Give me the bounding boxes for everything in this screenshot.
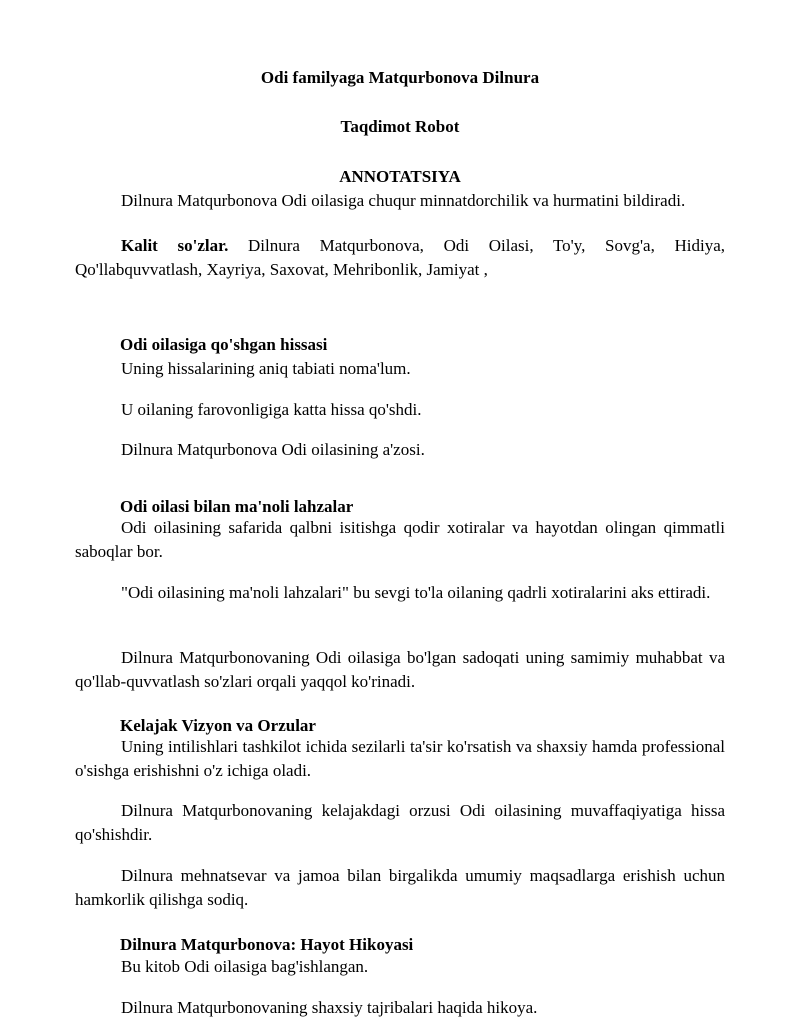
section-paragraph: Uning intilishlari tashkilot ichida sezilarli ta'sir ko'rsatish va shaxsiy hamda professional o'sishga erishishni o'z ichiga oladi.: [75, 737, 725, 780]
section-paragraph: Dilnura Matqurbonovaning kelajakdagi orzusi Odi oilasining muvaffaqiyatiga hissa qo'shishdir.: [75, 801, 725, 844]
section-paragraph: Uning hissalarining aniq tabiati noma'lum.: [121, 359, 411, 378]
section-heading: Kelajak Vizyon va Orzular: [120, 716, 316, 735]
section-paragraph: "Odi oilasining ma'noli lahzalari" bu sevgi to'la oilaning qadrli xotiralarini aks ettiradi.: [121, 583, 711, 602]
section-heading: Odi oilasi bilan ma'noli lahzalar: [120, 497, 354, 516]
section-paragraph: U oilaning farovonligiga katta hissa qo'shdi.: [121, 400, 422, 419]
section-paragraph: Dilnura Matqurbonovaning shaxsiy tajribalari haqida hikoya.: [121, 998, 538, 1017]
section-paragraph: Bu kitob Odi oilasiga bag'ishlangan.: [121, 957, 369, 976]
keywords-text: Dilnura Matqurbonova, Odi Oilasi, To'y, Sovg'a, Hidiya, Qo'llabquvvatlash, Xayriya, Saxovat, Mehribonlik, Jamiyat ,: [75, 236, 725, 279]
section-paragraph: Dilnura mehnatsevar va jamoa bilan birgalikda umumiy maqsadlarga erishish uchun hamkorlik qilishga sodiq.: [75, 866, 725, 909]
annotation-text: Dilnura Matqurbonova Odi oilasiga chuqur minnatdorchilik va hurmatini bildiradi.: [121, 191, 686, 210]
keywords-label: Kalit so'zlar.: [121, 236, 229, 255]
section-paragraph: Odi oilasining safarida qalbni isitishga qodir xotiralar va hayotdan olingan qimmatli saboqlar bor.: [75, 518, 725, 561]
section-paragraph: Dilnura Matqurbonovaning Odi oilasiga bo'lgan sadoqati uning samimiy muhabbat va qo'llab-quvvatlash so'zlari orqali yaqqol ko'rinadi.: [75, 648, 725, 691]
document-title: Odi familyaga Matqurbonova Dilnura: [260, 68, 540, 87]
annotation-heading: ANNOTATSIYA: [339, 167, 461, 186]
section-paragraph: Dilnura Matqurbonova Odi oilasining a'zosi.: [121, 440, 425, 459]
section-heading: Dilnura Matqurbonova: Hayot Hikoyasi: [120, 935, 414, 954]
document-subtitle: Taqdimot Robot: [340, 117, 460, 136]
keywords-paragraph: [75, 234, 725, 282]
section-heading: Odi oilasiga qo'shgan hissasi: [120, 335, 328, 354]
